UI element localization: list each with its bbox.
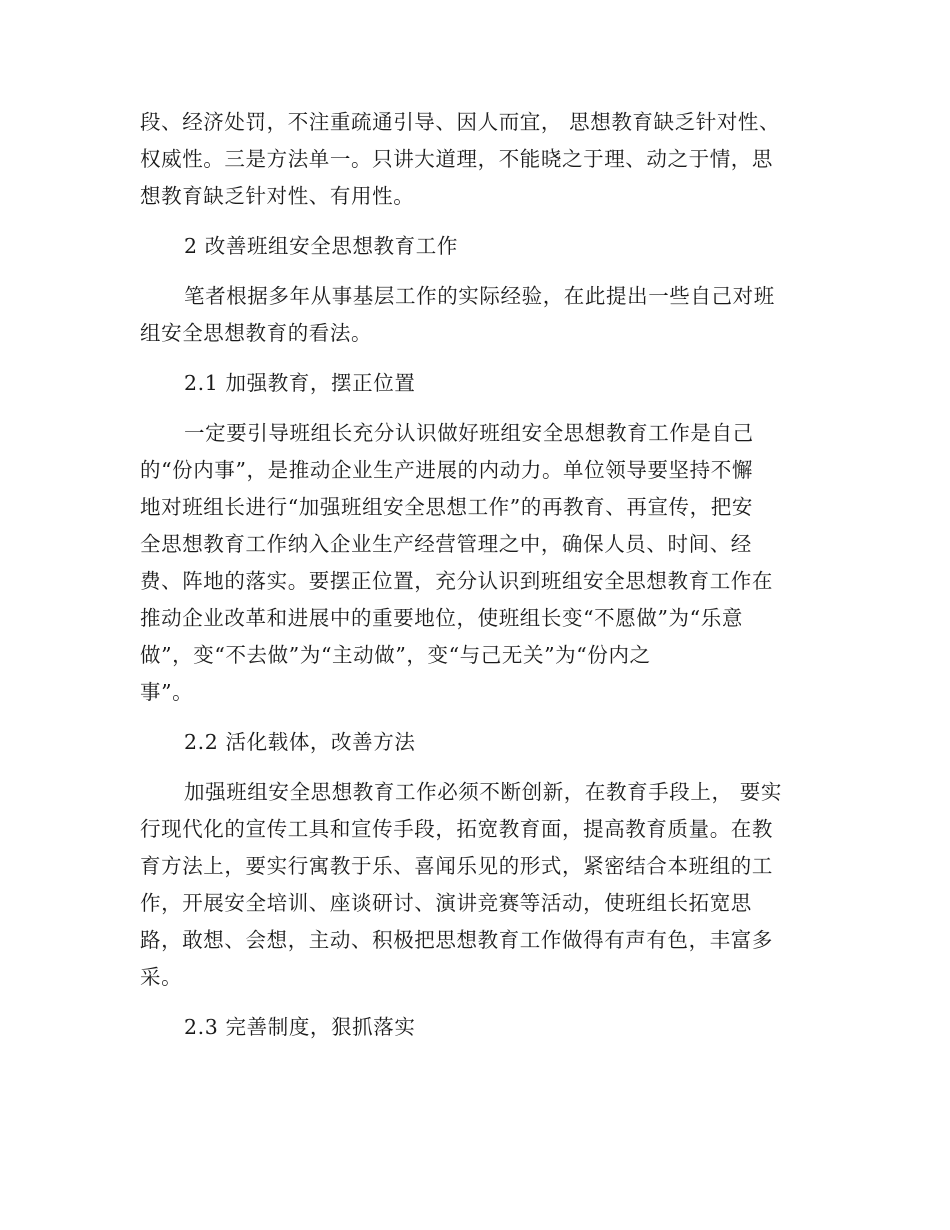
text-line: 事”。	[140, 680, 194, 704]
heading-line: 2 改善班组安全思想教育工作	[184, 234, 458, 258]
heading-line: 2.1 加强教育，摆正位置	[184, 371, 416, 395]
text-line: 的“份内事”，是推动企业生产进展的内动力。单位领导要坚持不懈	[140, 458, 753, 482]
body-paragraph	[140, 278, 812, 352]
heading-line: 2.2 活化载体，改善方法	[184, 730, 416, 754]
text-line: 加强班组安全思想教育工作必须不断创新，在教育手段上， 要实	[184, 780, 782, 804]
text-line: 推动企业改革和进展中的重要地位，使班组长变“不愿做”为“乐意	[140, 606, 743, 630]
text-line: 育方法上，要实行寓教于乐、喜闻乐见的形式，紧密结合本班组的工	[140, 854, 773, 878]
body-paragraph	[140, 774, 812, 996]
text-line: 费、阵地的落实。要摆正位置，充分认识到班组安全思想教育工作在	[140, 569, 773, 593]
text-line: 路，敢想、会想，主动、积极把思想教育工作做得有声有色，丰富多	[140, 928, 773, 952]
text-line: 段、经济处罚，不注重疏通引导、因人而宜， 思想教育缺乏针对性、	[140, 110, 781, 134]
text-line: 一定要引导班组长充分认识做好班组安全思想教育工作是自己	[184, 421, 754, 445]
body-paragraph	[140, 415, 812, 711]
subsection-heading	[140, 365, 812, 402]
section-heading	[140, 228, 812, 265]
text-line: 地对班组长进行“加强班组安全思想工作”的再教育、再宣传，把安	[140, 495, 753, 519]
text-line: 作，开展安全培训、座谈研讨、演讲竞赛等活动，使班组长拓宽思	[140, 891, 752, 915]
text-line: 想教育缺乏针对性、有用性。	[140, 184, 415, 208]
text-line: 笔者根据多年从事基层工作的实际经验，在此提出一些自己对班	[184, 284, 775, 308]
heading-line: 2.3 完善制度，狠抓落实	[184, 1015, 416, 1039]
text-line: 做”，变“不去做”为“主动做”，变“与己无关”为“份内之	[140, 643, 651, 667]
text-line: 权威性。三是方法单一。只讲大道理，不能晓之于理、动之于情，思	[140, 147, 773, 171]
text-line: 行现代化的宣传工具和宣传手段，拓宽教育面，提高教育质量。在教	[140, 817, 773, 841]
text-line: 全思想教育工作纳入企业生产经营管理之中，确保人员、时间、经	[140, 532, 752, 556]
document-body	[140, 104, 812, 1059]
subsection-heading	[140, 1009, 812, 1046]
body-paragraph	[140, 104, 812, 215]
subsection-heading	[140, 724, 812, 761]
text-line: 组安全思想教育的看法。	[140, 321, 373, 345]
text-line: 采。	[140, 965, 183, 989]
